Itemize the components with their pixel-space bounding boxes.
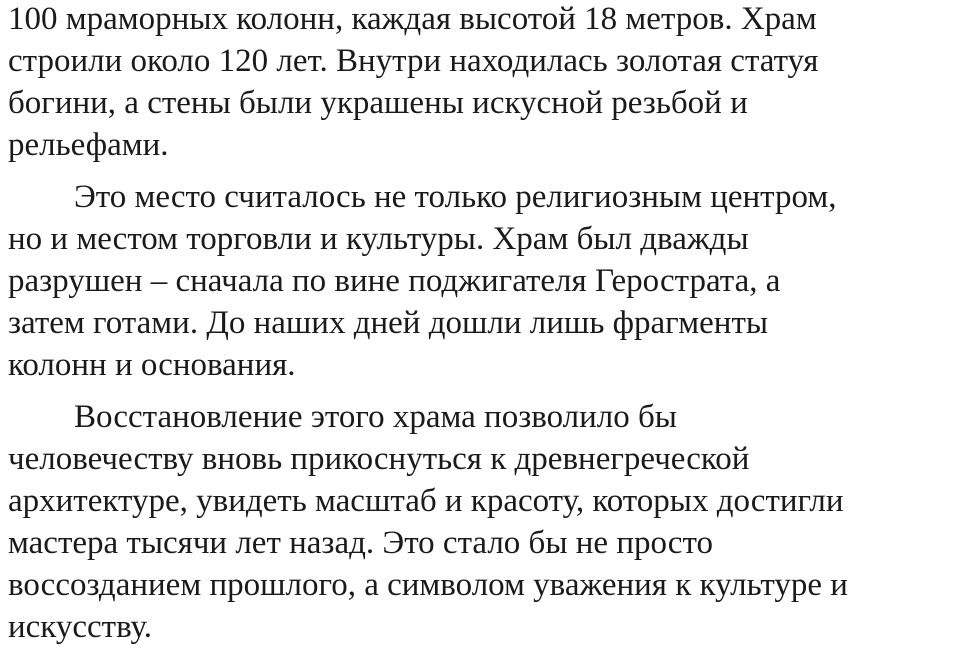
text-line: Это место считалось не только религиозным центром, — [74, 179, 837, 215]
text-line: мастера тысячи лет назад. Это стало бы не просто — [8, 525, 713, 561]
text-line: 100 мраморных колонн, каждая высотой 18 метров. Храм — [8, 1, 817, 37]
text-line: строили около 120 лет. Внутри находилась золотая статуя — [8, 43, 819, 79]
text-line: искусству. — [8, 609, 152, 645]
text-line: колонн и основания. — [8, 347, 296, 383]
text-line: человечеству вновь прикоснуться к древнегреческой — [8, 441, 750, 477]
text-line: Восстановление этого храма позволило бы — [74, 399, 677, 435]
text-line: богини, а стены были украшены искусной резьбой и — [8, 85, 748, 121]
paragraph-history — [8, 176, 954, 386]
text-line: разрушен – сначала по вине поджигателя Герострата, а — [8, 263, 781, 299]
paragraph-temple-description — [8, 0, 954, 166]
text-line: рельефами. — [8, 127, 169, 163]
text-line: архитектуре, увидеть масштаб и красоту, которых достигли — [8, 483, 844, 519]
text-line: но и местом торговли и культуры. Храм был дважды — [8, 221, 749, 257]
text-line: воссозданием прошлого, а символом уважения к культуре и — [8, 567, 848, 603]
text-line: затем готами. До наших дней дошли лишь фрагменты — [8, 305, 769, 341]
paragraph-restoration — [8, 396, 954, 648]
